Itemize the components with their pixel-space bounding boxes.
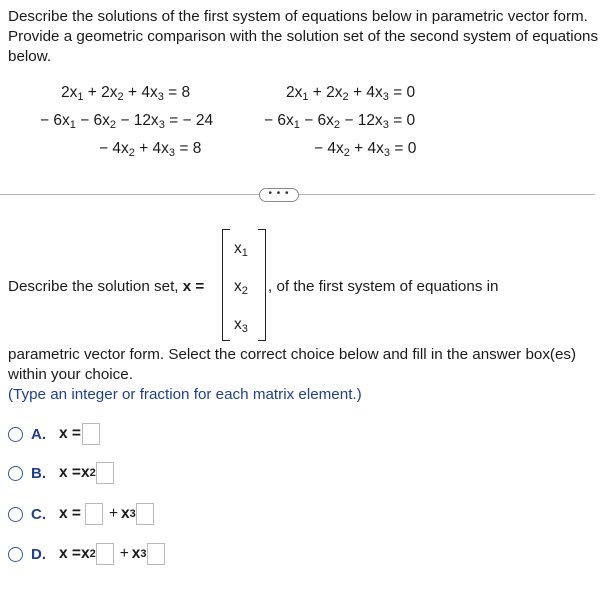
choice-a-radio[interactable] <box>8 427 23 442</box>
choice-b-letter: B. <box>31 464 46 482</box>
system1-eq1: $2x_1 + 2x_2 + 4x_3 = 8$ <box>61 84 191 103</box>
choice-c-letter: C. <box>31 505 46 523</box>
describe-text-after: , of the first system of equations in <box>268 278 499 295</box>
question-prompt: Describe the solutions of the first system of equations below in parametric vector form. Provide a geometric comparison with the solution set of the second system of equations below. <box>8 8 599 65</box>
instructions <box>8 345 598 405</box>
choice-d-radio[interactable] <box>8 547 23 562</box>
choice-d[interactable] <box>8 542 165 566</box>
system2-eq1: $2x_1 + 2x_2 + 4x_3 = 0$ <box>286 84 416 103</box>
choice-a-letter: A. <box>31 425 46 443</box>
instructions-hint: (Type an integer or fraction for each matrix element.) <box>8 386 362 403</box>
system1-eq2: − $6x_1 - 6x_2 - 12x_3$ = − 24 <box>40 112 214 131</box>
x-equals: x = <box>182 278 205 295</box>
choice-b[interactable] <box>8 461 114 485</box>
matrix-left-bracket <box>222 229 230 341</box>
matrix-entry-1: $x_1$ <box>234 240 248 259</box>
choice-c-expression: x = + x 3 <box>53 503 154 525</box>
matrix-right-bracket <box>258 229 266 341</box>
more-options-button[interactable]: • • • <box>259 188 299 202</box>
instructions-text: parametric vector form. Select the correct choice below and fill in the answer box(es) within your choice. <box>8 346 577 383</box>
matrix-entry-3: $x_3$ <box>234 316 248 335</box>
matrix-entry-2: $x_2$ <box>234 278 248 297</box>
choice-c-answer-box-2[interactable] <box>136 503 154 525</box>
choice-c-radio[interactable] <box>8 507 23 522</box>
choice-b-radio[interactable] <box>8 466 23 481</box>
choice-a-expression: x = <box>53 423 100 445</box>
choice-d-answer-box-1[interactable] <box>96 543 114 565</box>
system2-eq3: − $4x_2 + 4x_3 = 0$ <box>314 140 417 159</box>
choice-a[interactable] <box>8 422 100 446</box>
choice-c-answer-box-1[interactable] <box>85 503 103 525</box>
system2-eq2: − $6x_1 - 6x_2 - 12x_3 = 0$ <box>264 112 416 131</box>
choice-d-letter: D. <box>31 545 46 563</box>
choice-c[interactable] <box>8 502 154 526</box>
describe-text: Describe the solution set, x = <box>8 278 205 295</box>
choice-a-answer-box[interactable] <box>82 423 100 445</box>
system1-eq3: − $4x_2 + 4x_3 = 8$ <box>99 140 202 159</box>
choice-b-answer-box[interactable] <box>96 462 114 484</box>
choice-d-expression: x = x 2 + x 3 <box>53 543 165 565</box>
choice-b-expression: x = x 2 <box>53 462 114 484</box>
choice-d-answer-box-2[interactable] <box>147 543 165 565</box>
